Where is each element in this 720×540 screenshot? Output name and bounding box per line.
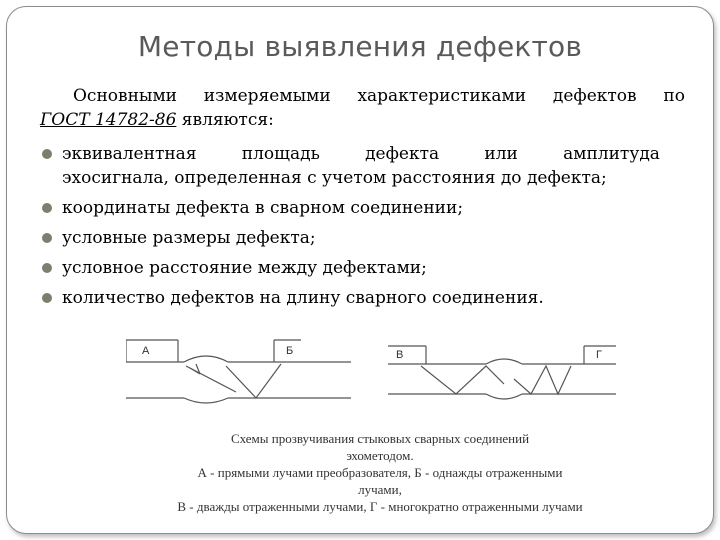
intro-line-1 (40, 84, 685, 108)
weld-root (184, 398, 228, 403)
list-item (40, 142, 660, 190)
list-item (40, 196, 660, 220)
intro-line-2-rest: являются: (176, 110, 274, 130)
multi-reflected-beam (514, 366, 571, 394)
label-g: Г (596, 349, 602, 361)
intro-paragraph (40, 84, 685, 132)
intro-line-2 (40, 108, 685, 132)
bullet-icon (42, 149, 52, 159)
reflected-beam (226, 364, 281, 398)
figure-caption (140, 430, 620, 515)
caption-line: Схемы прозвучивания стыковых сварных соединений (230, 431, 530, 446)
label-v: В (396, 349, 404, 361)
intro-word: измеряемыми (203, 86, 331, 106)
intro-word: дефектов (552, 86, 637, 106)
list-item-text: координаты дефекта в сварном соединении; (62, 198, 464, 218)
list-item (40, 226, 660, 250)
arrow-head (190, 364, 200, 374)
weld-scan-diagram (126, 334, 646, 424)
list-item-line-2: эхосигнала, определенная с учетом расстояния до дефекта; (62, 168, 607, 188)
intro-word: по (663, 86, 685, 106)
intro-word: Основными (73, 86, 178, 106)
list-item (40, 256, 660, 280)
bullet-icon (42, 263, 52, 273)
gost-reference: ГОСТ 14782-86 (40, 110, 177, 130)
list-word: площадь (241, 144, 320, 164)
scheme-direct-single-reflection (126, 340, 351, 403)
list-item-text: условные размеры дефекта; (62, 228, 316, 248)
label-b: Б (286, 345, 294, 357)
list-item (40, 286, 660, 310)
weld2-cap (486, 359, 522, 364)
scheme-multiple-reflection (388, 346, 616, 399)
list-word: дефекта (365, 144, 440, 164)
list-word: или (484, 144, 518, 164)
list-item-text: количество дефектов на длину сварного соединения. (62, 288, 544, 308)
intro-word: характеристиками (357, 86, 527, 106)
label-a: А (142, 345, 150, 357)
list-word: амплитуда (563, 144, 660, 164)
list-item-line-1 (62, 142, 660, 166)
caption-line: А - прямыми лучами преобразователя, Б - однажды отраженными (197, 465, 563, 480)
weld2-root (486, 394, 522, 399)
caption-line: лучами, (358, 482, 402, 497)
double-reflected-beam (421, 366, 504, 394)
bullet-icon (42, 203, 52, 213)
weld-cap (184, 356, 228, 362)
bullet-icon (42, 233, 52, 243)
page-title: Методы выявления дефектов (137, 30, 583, 63)
caption-line: эхометодом. (346, 448, 414, 463)
list-item-text: условное расстояние между дефектами; (62, 258, 427, 278)
bullet-list (40, 142, 660, 316)
bullet-icon (42, 293, 52, 303)
list-word: эквивалентная (62, 144, 197, 164)
caption-line: В - дважды отраженными лучами, Г - многократно отраженными лучами (177, 499, 583, 514)
